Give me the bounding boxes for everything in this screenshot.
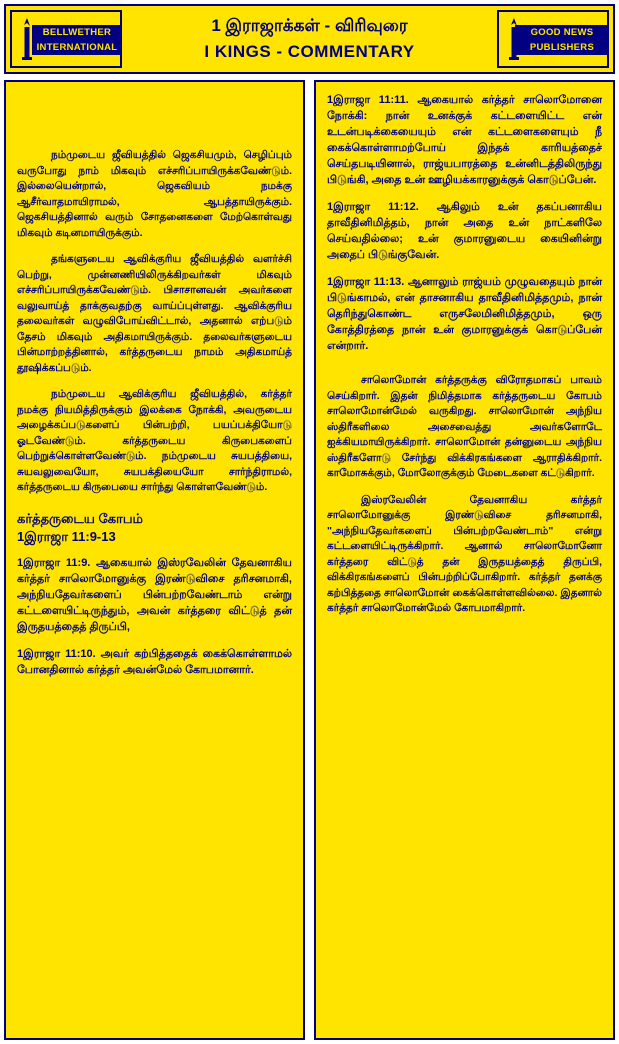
right-column-spacer bbox=[327, 365, 602, 373]
bellwether-international-logo bbox=[10, 10, 122, 68]
verse-text: 1இராஜா 11:10. அவர் கற்பித்ததைக் கைக்கொள்ளாமல் போனதினால் கர்த்தர் அவன்மேல் கோபமானார். bbox=[17, 647, 292, 676]
section-heading bbox=[17, 510, 292, 546]
right-paragraph: சாலொமோன் கர்த்தருக்கு விரோதமாகப் பாவம் செய்கிறார். இதன் நிமித்தமாக கர்த்தருடைய கோபம் சாலொமோன்மேல் வருகிறது. சாலொமோன் அந்நிய ஸ்திரீகளிலை அசைவைத்து அவர்களோடே ஐக்கியமாயிருக்கிறார். சாலொமோன் தன்னுடைய அந்நிய ஸ்திரீகளோடு சேர்ந்து விக்கிரகங்களை ஆராதிக்கிறார். காமோசுக்கும், மோலோகுக்கும் மேடைகளை கட்டுகிறார். bbox=[327, 374, 602, 479]
verse-text: 1இராஜா 11:11. ஆகையால் கர்த்தர் சாலொமோனை நோக்கி: நான் உனக்குக் கட்டளையிட்ட என் உடன்படிக்கையையும் என் கட்டளைகளையும் நீ கைக்கொள்ளாமற்போய் இந்தக் காரியத்தைச் செய்தபடியினால், ராஜ்யபாரத்தை உன்னிடத்திலிருந்து பிடுங்கி, அதை உன் ஊழியக்காரனுக்குக் கொடுப்பேன். bbox=[327, 94, 602, 186]
left-paragraph: நம்முடைய ஆவிக்குரிய ஜீவியத்தில், கர்த்தர் நமக்கு நியமித்திருக்கும் இலக்கை நோக்கி, அவருடைய அழைக்கப்படுகளைப் பின்பற்றி, பயப்பக்தியோடு ஓடவேண்டும். கர்த்தருடைய கிருபைகளைப் பெற்றுக்கொள்ளவேண்டும். நம்முடைய சுயபத்தியை, சுயவலுவையோ, சுயபக்தியையோ சார்ந்திராமல், கர்த்தருடைய கிருபையை சார்ந்து கொள்ளவேண்டும். bbox=[17, 388, 292, 493]
two-column-body bbox=[4, 80, 615, 1040]
right-column bbox=[314, 80, 615, 1040]
page-title-english: I KINGS - COMMENTARY bbox=[204, 42, 415, 61]
document-header bbox=[4, 4, 615, 74]
bellwether-logo-line2: INTERNATIONAL bbox=[32, 40, 122, 55]
left-column-top-spacer bbox=[17, 92, 292, 148]
verse-text: 1இராஜா 11:13. ஆனாலும் ராஜ்யம் முழுவதையும் நான் பிடுங்காமல், என் தாசனாகிய தாவீதினிமித்தமும், நான் தெரிந்துகொண்ட எருசலேமினிமித்தமும், ஒரு கோத்திரத்தை நான் உன் குமாரனுக்குக் கொடுப்பேன் என்றார். bbox=[327, 276, 602, 352]
verse-text: 1இராஜா 11:12. ஆகிலும் உன் தகப்பனாகிய தாவீதினிமித்தம், நான் அதை உன் நாட்களிலே செய்வதில்லை; உன் குமாரனுடைய கையினின்று அதைப் பிடுங்குவேன். bbox=[327, 201, 602, 261]
left-paragraph: நம்முடைய ஜீவியத்தில் ஜெகசியமும், செழிப்பும் வருபோது நாம் மிகவும் எச்சரிப்பாயிருக்கவேண்டும். இல்லையென்றால், ஜெகவியம் நமக்கு ஆசீர்வாதமாயிராமல், ஆபத்தாயிருக்கும். ஜெகசியத்தினால் வரும் சோதனைகளை மேற்கொள்வது மிகவும் கடினமாயிருக்கும். bbox=[17, 149, 292, 239]
left-column bbox=[4, 80, 305, 1040]
section-heading-title: கர்த்தருடைய கோபம் bbox=[17, 510, 143, 526]
left-paragraph: தங்களுடைய ஆவிக்குரிய ஜீவியத்தில் வளர்ச்சி பெற்று, முன்னணியிலிருக்கிறவர்கள் மிகவும் எச்சரிப்பாயிருக்கவேண்டும். பிசாசானவன் அவர்களை வலுவாய்த் தாக்குவதற்கு வாய்ப்புள்ளது. ஆவிக்குரிய தலைவர்கள் வழுவிபோய்விட்டால், அதனால் எற்படும் தேசம் மிகவும் அதிகமாயிருக்கும். தலைவர்களுடைய பின்மாற்றத்தினால், கர்த்தருடைய நாமம் அதிகமாய்த் தூஷிக்கப்படும். bbox=[17, 253, 292, 374]
bellwether-logo-line1: BELLWETHER bbox=[32, 25, 122, 40]
section-heading-reference: 1இராஜா 11:9-13 bbox=[17, 528, 116, 544]
right-paragraph: இஸ்ரவேலின் தேவனாகிய கர்த்தர் சாலொமோனுக்கு இரண்டுவிசை தரிசனமாகி, "அந்நியதேவர்களைப் பின்பற்றவேண்டாம்" என்று கட்டளையிட்டிருக்கிறார். ஆனால் சாலொமோனோ கர்த்தரை விட்டுத் தன் இருதயத்தைத் திருப்பி, விக்கிரகங்களைப் பின்பற்றிப்போகிறார். கர்த்தர் தனக்கு கற்பித்ததை சாலொமோன் கைக்கொள்ளவில்லை. இதனால் கர்த்தர் சாலொமோன்மேல் கோபமாகிறார். bbox=[327, 493, 602, 614]
good-news-logo-line1: GOOD NEWS bbox=[515, 25, 609, 40]
torch-icon bbox=[18, 17, 36, 61]
verse-text: 1இராஜா 11:9. ஆகையால் இஸ்ரவேலின் தேவனாகிய கர்த்தர் சாலொமோனுக்கு இரண்டுவிசை தரிசனமாகி, அந்நியதேவர்களைப் பின்பற்றவேண்டாம் என்று கட்டளையிட்டிருந்தும், அவன் கர்த்தரை விட்டுத் தன் இருதயத்தைத் திருப்பி, bbox=[17, 556, 292, 633]
good-news-logo-line2: PUBLISHERS bbox=[515, 40, 609, 55]
good-news-publishers-logo bbox=[497, 10, 609, 68]
page-title-tamil: 1 இராஜாக்கள் - விரிவுரை bbox=[211, 16, 408, 35]
header-titles bbox=[126, 6, 493, 72]
torch-icon bbox=[505, 17, 523, 61]
